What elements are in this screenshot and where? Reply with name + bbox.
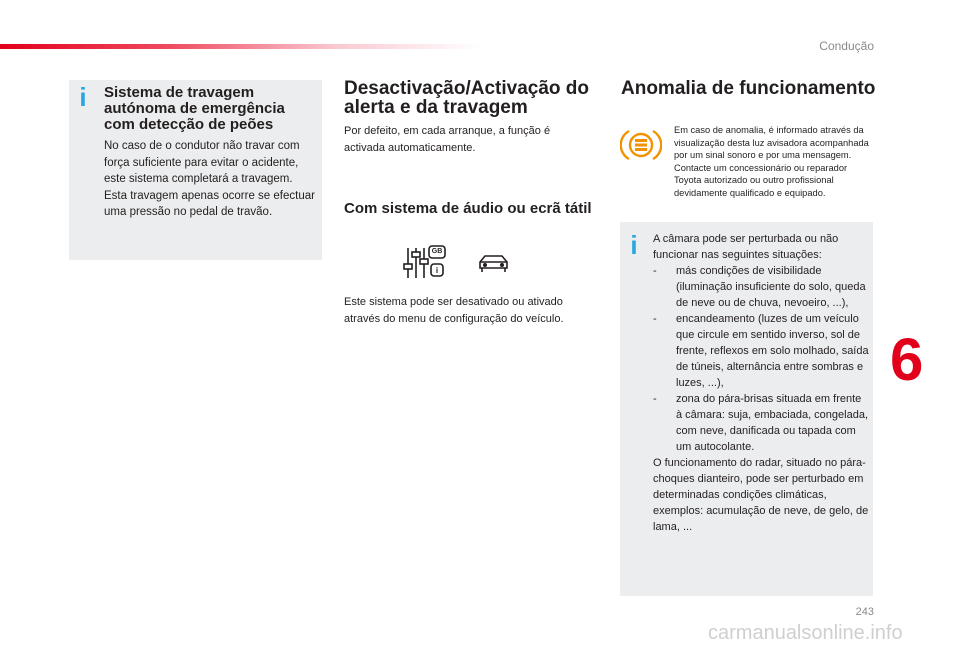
list-dash: - (653, 265, 657, 277)
section-title: Condução (819, 39, 874, 53)
page-number: 243 (855, 606, 874, 618)
list-dash: - (653, 313, 657, 325)
header-accent-bar (0, 44, 480, 49)
menu-icons (400, 244, 510, 285)
badge-i: i (435, 266, 439, 275)
box-outro: O funcionamento do radar, situado no pára-choques dianteiro, pode ser perturbado em determinadas condições climáticas, exemplos: acumulação de neve, de gelo, de lama, ... (653, 457, 869, 533)
list-item (653, 311, 869, 391)
list-item-text: zona do pára-brisas situada em frente à câmara: suja, embaciada, congelada, com neve, danificada ou tapada com um autocolante. (676, 393, 869, 453)
box-body (653, 231, 869, 535)
chapter-number: 6 (890, 326, 924, 393)
paragraph-default: Por defeito, em cada arranque, a função é activada automaticamente. (344, 125, 551, 154)
list-dash: - (653, 393, 657, 405)
brake-assist-warning-icon (620, 127, 662, 168)
box-title: Sistema de travagem autónoma de emergência com detecção de peões (104, 84, 285, 133)
badge-gb: GB (431, 248, 443, 255)
info-box-camera (620, 222, 873, 596)
watermark: carmanualsonline.info (708, 622, 903, 644)
info-icon: i (630, 230, 638, 260)
heading-deactivation: Desactivação/Activação do alerta e da travagem (344, 78, 590, 118)
car-icon (480, 256, 507, 272)
settings-sliders-icon (400, 244, 510, 280)
info-icon: i (79, 82, 87, 112)
warning-text-2: Contacte um concessionário ou reparador Toyota autorizado ou outro profissional devidamente qualificado e equipado. (674, 162, 848, 198)
warning-description (674, 124, 874, 199)
warning-text-1: Em caso de anomalia, é informado através da visualização desta luz avisadora acompanhada por um sinal sonoro e por uma mensagem. (674, 125, 869, 160)
list-item-text: más condições de visibilidade (iluminação insuficiente do solo, queda de neve ou de chuva, nevoeiro, ...), (676, 265, 866, 309)
paragraph-menu: Este sistema pode ser desativado ou ativado através do menu de configuração do veículo. (344, 296, 564, 325)
subheading-audio-system: Com sistema de áudio ou ecrã tátil (344, 200, 592, 217)
list-item (653, 263, 869, 311)
list-item (653, 391, 869, 455)
info-box-emergency-braking (69, 80, 322, 260)
heading-malfunction: Anomalia de funcionamento (621, 78, 876, 99)
box-intro: A câmara pode ser perturbada ou não funcionar nas seguintes situações: (653, 233, 839, 261)
list-item-text: encandeamento (luzes de um veículo que circule em sentido inverso, sol de frente, reflexos em solo molhado, saída de túneis, alternância entre sombras e luzes, ...), (676, 313, 869, 389)
box-body: No caso de o condutor não travar com força suficiente para evitar o acidente, este sistema completará a travagem. Esta travagem apenas ocorre se efectuar uma pressão no pedal de travão. (104, 140, 315, 218)
